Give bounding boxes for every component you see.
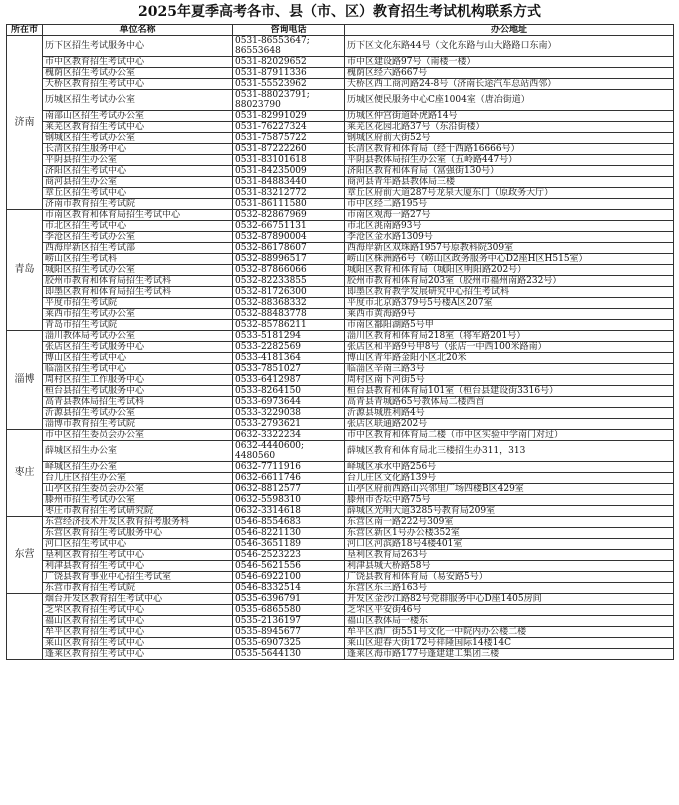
unit-name-cell: 平阴县招生办公室 — [43, 155, 233, 166]
unit-name-cell: 利津县教育招生考试中心 — [43, 561, 233, 572]
table-row — [7, 353, 674, 364]
table-row — [7, 177, 674, 188]
phone-cell: 0535-8945677 — [233, 627, 345, 638]
unit-name-cell: 沂源县招生考试办公室 — [43, 408, 233, 419]
address-cell: 市中区建设路97号（南楼一楼） — [345, 57, 674, 68]
phone-cell: 0632-3314618 — [233, 506, 345, 517]
table-row — [7, 594, 674, 605]
unit-name-cell: 烟台开发区教育招生考试中心 — [43, 594, 233, 605]
address-cell: 市中区经二路195号 — [345, 199, 674, 210]
header-city: 所在市 — [7, 25, 43, 36]
address-cell: 市中区教育和体育局二楼（市中区实验中学南门对过） — [345, 430, 674, 441]
phone-cell: 0533-4181364 — [233, 353, 345, 364]
address-cell: 淄川区教育和体育局218室（将军路201号） — [345, 331, 674, 342]
phone-cell: 0532-66751131 — [233, 221, 345, 232]
table-row — [7, 265, 674, 276]
table-row — [7, 232, 674, 243]
address-cell: 开发区金沙江路82号党群服务中心D座1405房间 — [345, 594, 674, 605]
phone-cell: 0532-88996517 — [233, 254, 345, 265]
phone-cell: 0532-85786211 — [233, 320, 345, 331]
unit-name-cell: 莱山区教育招生考试中心 — [43, 638, 233, 649]
address-cell: 博山区青年路金阳小区北20米 — [345, 353, 674, 364]
table-row — [7, 122, 674, 133]
contacts-table — [6, 24, 674, 660]
phone-cell: 0533-6412987 — [233, 375, 345, 386]
unit-name-cell: 山亭区招生委员会办公室 — [43, 484, 233, 495]
table-row — [7, 166, 674, 177]
unit-name-cell: 市中区招生委员会办公室 — [43, 430, 233, 441]
address-cell: 崂山区株洲路6号（崂山区政务服务中心D2座H区H515室） — [345, 254, 674, 265]
phone-cell: 0533-8264150 — [233, 386, 345, 397]
table-row — [7, 550, 674, 561]
table-row — [7, 298, 674, 309]
phone-cell: 0531-83212772 — [233, 188, 345, 199]
address-cell: 沂源县城胜利路4号 — [345, 408, 674, 419]
unit-name-cell: 城阳区招生考试办公室 — [43, 265, 233, 276]
address-cell: 薛城区光明大道3285号教育局209室 — [345, 506, 674, 517]
city-cell — [7, 594, 43, 660]
table-row — [7, 495, 674, 506]
phone-cell: 0532-87866066 — [233, 265, 345, 276]
unit-name-cell: 济南市教育招生考试院 — [43, 199, 233, 210]
phone-cell: 0546-8554683 — [233, 517, 345, 528]
table-row — [7, 583, 674, 594]
unit-name-cell: 市南区教育和体育局招生考试中心 — [43, 210, 233, 221]
address-cell: 西海岸新区双珠路1957号原教科院309室 — [345, 243, 674, 254]
phone-cell: 0546-2523223 — [233, 550, 345, 561]
table-row — [7, 210, 674, 221]
phone-cell: 0531-82991029 — [233, 111, 345, 122]
table-row — [7, 506, 674, 517]
address-cell: 长清区教育和体育局（经十西路16666号） — [345, 144, 674, 155]
table-row — [7, 57, 674, 68]
table-row — [7, 68, 674, 79]
unit-name-cell: 东营市教育招生考试院 — [43, 583, 233, 594]
unit-name-cell: 周村区招生工作服务中心 — [43, 375, 233, 386]
address-cell: 台儿庄区文化路139号 — [345, 473, 674, 484]
phone-cell: 0531-83101618 — [233, 155, 345, 166]
table-row — [7, 572, 674, 583]
address-cell: 历下区文化东路44号（文化东路与山大路路口东南） — [345, 36, 674, 57]
table-row — [7, 287, 674, 298]
phone-cell: 0533-5181294 — [233, 331, 345, 342]
address-cell: 胶州市教育和体育局203室（胶州市福州南路232号） — [345, 276, 674, 287]
table-row — [7, 276, 674, 287]
unit-name-cell: 福山区教育招生考试中心 — [43, 616, 233, 627]
unit-name-cell: 高青县教体局招生考试科 — [43, 397, 233, 408]
address-cell: 桓台县教育和体育局101室（桓台县建设街3316号） — [345, 386, 674, 397]
table-row — [7, 430, 674, 441]
phone-cell: 0632-7711916 — [233, 462, 345, 473]
phone-cell: 0532-88368332 — [233, 298, 345, 309]
address-cell: 李沧区金水路1309号 — [345, 232, 674, 243]
phone-cell: 0546-6922100 — [233, 572, 345, 583]
table-row — [7, 111, 674, 122]
unit-name-cell: 青岛市招生考试院 — [43, 320, 233, 331]
address-cell: 平阴县教体局招生办公室（五岭路447号） — [345, 155, 674, 166]
address-cell: 滕州市杏坛中路75号 — [345, 495, 674, 506]
phone-cell: 0531-87911336 — [233, 68, 345, 79]
table-row — [7, 484, 674, 495]
unit-name-cell: 芝罘区教育招生考试中心 — [43, 605, 233, 616]
phone-cell: 0535-6396791 — [233, 594, 345, 605]
phone-cell: 0531-86111580 — [233, 199, 345, 210]
table-row — [7, 539, 674, 550]
table-header-row — [7, 25, 674, 36]
address-cell: 市南区鄱阳湖路5号甲 — [345, 320, 674, 331]
address-cell: 福山区教体局一楼东 — [345, 616, 674, 627]
table-row — [7, 90, 674, 111]
address-cell: 广饶县教育和体育局（易安路5号） — [345, 572, 674, 583]
address-cell: 张店区和平路9号甲8号（张店一中西100米路南） — [345, 342, 674, 353]
table-row — [7, 441, 674, 462]
phone-cell: 0531-55523962 — [233, 79, 345, 90]
phone-cell: 0535-6865580 — [233, 605, 345, 616]
unit-name-cell: 牟平区教育招生考试中心 — [43, 627, 233, 638]
phone-cell: 0546-8332514 — [233, 583, 345, 594]
address-cell: 平度市北京路379号5号楼A区207室 — [345, 298, 674, 309]
table-row — [7, 528, 674, 539]
unit-name-cell: 长清区招生服务中心 — [43, 144, 233, 155]
phone-cell: 0532-87890004 — [233, 232, 345, 243]
address-cell: 周村区南下河街5号 — [345, 375, 674, 386]
phone-cell: 0532-81726300 — [233, 287, 345, 298]
address-cell: 芝罘区平安街46号 — [345, 605, 674, 616]
table-body — [7, 36, 674, 660]
city-cell: 枣庄 — [7, 430, 43, 517]
address-cell: 历城区仲宫街道卧虎路14号 — [345, 111, 674, 122]
address-cell: 东营区新区1号办公楼352室 — [345, 528, 674, 539]
address-cell: 牟平区酒厂街551号文化一中院内办公楼二楼 — [345, 627, 674, 638]
unit-name-cell: 滕州市招生考试办公室 — [43, 495, 233, 506]
header-unit: 单位名称 — [43, 25, 233, 36]
address-cell: 利津县城大桥路58号 — [345, 561, 674, 572]
address-cell: 东营区东三路163号 — [345, 583, 674, 594]
table-row — [7, 419, 674, 430]
address-cell: 高青县青城路65号教体局二楼西首 — [345, 397, 674, 408]
phone-cell: 0632-3322234 — [233, 430, 345, 441]
unit-name-cell: 广饶县教育事业中心招生考试室 — [43, 572, 233, 583]
table-row — [7, 649, 674, 660]
address-cell: 山亭区府前西路山兴邻里广场四楼B区429室 — [345, 484, 674, 495]
phone-cell: 0533-2793621 — [233, 419, 345, 430]
address-cell: 张店区联通路202号 — [345, 419, 674, 430]
table-row — [7, 616, 674, 627]
phone-cell: 0531-84235009 — [233, 166, 345, 177]
unit-name-cell: 商河县招生办公室 — [43, 177, 233, 188]
unit-name-cell: 历城区招生考试办公室 — [43, 90, 233, 111]
unit-name-cell: 莱西市招生考试办公室 — [43, 309, 233, 320]
unit-name-cell: 河口区招生考试中心 — [43, 539, 233, 550]
phone-cell: 0632-6611746 — [233, 473, 345, 484]
unit-name-cell: 市中区教育招生考试中心 — [43, 57, 233, 68]
address-cell: 济阳区教育和体育局（富强街130号） — [345, 166, 674, 177]
phone-cell: 0632-4440600; 4480560 — [233, 441, 345, 462]
unit-name-cell: 淄川教体局考试办公室 — [43, 331, 233, 342]
unit-name-cell: 平度市招生考试院 — [43, 298, 233, 309]
unit-name-cell: 崂山区招生考试科 — [43, 254, 233, 265]
page-title: 2025年夏季高考各市、县（市、区）教育招生考试机构联系方式 — [138, 4, 541, 20]
address-cell: 莱芜区花园北路37号（东沿街楼） — [345, 122, 674, 133]
phone-cell: 0531-86553647; 86553648 — [233, 36, 345, 57]
table-row — [7, 462, 674, 473]
unit-name-cell: 东营经济技术开发区教育招考服务科 — [43, 517, 233, 528]
city-cell: 东营 — [7, 517, 43, 594]
unit-name-cell: 李沧区招生考试办公室 — [43, 232, 233, 243]
unit-name-cell: 东营区教育招生考试服务中心 — [43, 528, 233, 539]
table-row — [7, 364, 674, 375]
unit-name-cell: 台儿庄区招生办公室 — [43, 473, 233, 484]
table-row — [7, 397, 674, 408]
unit-name-cell: 淄博市教育招生考试院 — [43, 419, 233, 430]
unit-name-cell: 即墨区教育和体育局招生考试科 — [43, 287, 233, 298]
phone-cell: 0632-8812577 — [233, 484, 345, 495]
address-cell: 垦利区教育局263号 — [345, 550, 674, 561]
table-row — [7, 517, 674, 528]
address-cell: 东营区南一路222号309室 — [345, 517, 674, 528]
table-row — [7, 243, 674, 254]
address-cell: 商河县青年路县教体局三楼 — [345, 177, 674, 188]
address-cell: 蓬莱区海市路177号蓬建建工集团三楼 — [345, 649, 674, 660]
table-row — [7, 79, 674, 90]
address-cell: 薛城区教育和体育局北三楼招生办311，313 — [345, 441, 674, 462]
unit-name-cell: 济阳区招生考试中心 — [43, 166, 233, 177]
city-cell: 青岛 — [7, 210, 43, 331]
unit-name-cell: 历下区招生考试服务中心 — [43, 36, 233, 57]
table-row — [7, 627, 674, 638]
unit-name-cell: 桓台县招生考试服务中心 — [43, 386, 233, 397]
address-cell: 城阳区教育和体育局（城阳区明阳路202号） — [345, 265, 674, 276]
phone-cell: 0532-82233855 — [233, 276, 345, 287]
table-row — [7, 320, 674, 331]
unit-name-cell: 峄城区招生办公室 — [43, 462, 233, 473]
city-cell: 淄博 — [7, 331, 43, 430]
phone-cell: 0535-6907325 — [233, 638, 345, 649]
table-row — [7, 342, 674, 353]
table-row — [7, 36, 674, 57]
unit-name-cell: 垦利区教育招生考试中心 — [43, 550, 233, 561]
phone-cell: 0533-7851027 — [233, 364, 345, 375]
unit-name-cell: 钢城区招生考试办公室 — [43, 133, 233, 144]
phone-cell: 0531-75875722 — [233, 133, 345, 144]
table-row — [7, 133, 674, 144]
address-cell: 天桥区西工商河路24-8号（济南长途汽车总站西邻） — [345, 79, 674, 90]
table-row — [7, 331, 674, 342]
phone-cell: 0531-76227324 — [233, 122, 345, 133]
address-cell: 莱山区迎春大街172号祥隆国际14楼14C — [345, 638, 674, 649]
address-cell: 临淄区辛南三路3号 — [345, 364, 674, 375]
phone-cell: 0532-88483778 — [233, 309, 345, 320]
phone-cell: 0531-84883440 — [233, 177, 345, 188]
address-cell: 槐荫区经六路667号 — [345, 68, 674, 79]
address-cell: 即墨区教育教学发展研究中心招生考试科 — [345, 287, 674, 298]
table-row — [7, 386, 674, 397]
unit-name-cell: 胶州市教育和体育局招生考试科 — [43, 276, 233, 287]
phone-cell: 0532-82867969 — [233, 210, 345, 221]
unit-name-cell: 张店区招生考试服务中心 — [43, 342, 233, 353]
phone-cell: 0546-5621556 — [233, 561, 345, 572]
table-row — [7, 561, 674, 572]
unit-name-cell: 槐荫区招生考试办公室 — [43, 68, 233, 79]
address-cell: 章丘区府前大道287号龙泉大厦东门（原政务大厅） — [345, 188, 674, 199]
table-row — [7, 605, 674, 616]
unit-name-cell: 西海岸新区招生考试部 — [43, 243, 233, 254]
unit-name-cell: 章丘区招生考试中心 — [43, 188, 233, 199]
header-address: 办公地址 — [345, 25, 674, 36]
unit-name-cell: 蓬莱区教育招生考试中心 — [43, 649, 233, 660]
unit-name-cell: 博山区招生考试中心 — [43, 353, 233, 364]
table-row — [7, 638, 674, 649]
unit-name-cell: 薛城区招生办公室 — [43, 441, 233, 462]
phone-cell: 0533-6973644 — [233, 397, 345, 408]
phone-cell: 0535-2136197 — [233, 616, 345, 627]
unit-name-cell: 南部山区招生考试办公室 — [43, 111, 233, 122]
city-cell: 济南 — [7, 36, 43, 210]
table-row — [7, 188, 674, 199]
phone-cell: 0632-5598310 — [233, 495, 345, 506]
unit-name-cell: 临淄区招生考试中心 — [43, 364, 233, 375]
phone-cell: 0535-5644130 — [233, 649, 345, 660]
address-cell: 莱西市黄海路9号 — [345, 309, 674, 320]
table-row — [7, 155, 674, 166]
table-row — [7, 254, 674, 265]
phone-cell: 0533-3229038 — [233, 408, 345, 419]
address-cell: 河口区河滨路18号4楼401室 — [345, 539, 674, 550]
address-cell: 峄城区承水中路256号 — [345, 462, 674, 473]
phone-cell: 0531-87222260 — [233, 144, 345, 155]
table-row — [7, 309, 674, 320]
phone-cell: 0532-86178607 — [233, 243, 345, 254]
unit-name-cell: 莱芜区教育招生考试中心 — [43, 122, 233, 133]
unit-name-cell: 市北区招生考试中心 — [43, 221, 233, 232]
address-cell: 市南区观海一路27号 — [345, 210, 674, 221]
header-phone: 咨询电话 — [233, 25, 345, 36]
table-row — [7, 199, 674, 210]
table-row — [7, 408, 674, 419]
table-row — [7, 473, 674, 484]
table-row — [7, 144, 674, 155]
unit-name-cell: 天桥区教育招生考试中心 — [43, 79, 233, 90]
table-row — [7, 221, 674, 232]
phone-cell: 0531-82029652 — [233, 57, 345, 68]
unit-name-cell: 枣庄市教育招生考试研究院 — [43, 506, 233, 517]
phone-cell: 0546-8221130 — [233, 528, 345, 539]
address-cell: 钢城区府前大街52号 — [345, 133, 674, 144]
phone-cell: 0533-2282569 — [233, 342, 345, 353]
table-row — [7, 375, 674, 386]
phone-cell: 0531-88023791; 88023790 — [233, 90, 345, 111]
address-cell: 历城区便民服务中心C座1004室（唐冶街道） — [345, 90, 674, 111]
phone-cell: 0546-3651189 — [233, 539, 345, 550]
address-cell: 市北区洮南路93号 — [345, 221, 674, 232]
